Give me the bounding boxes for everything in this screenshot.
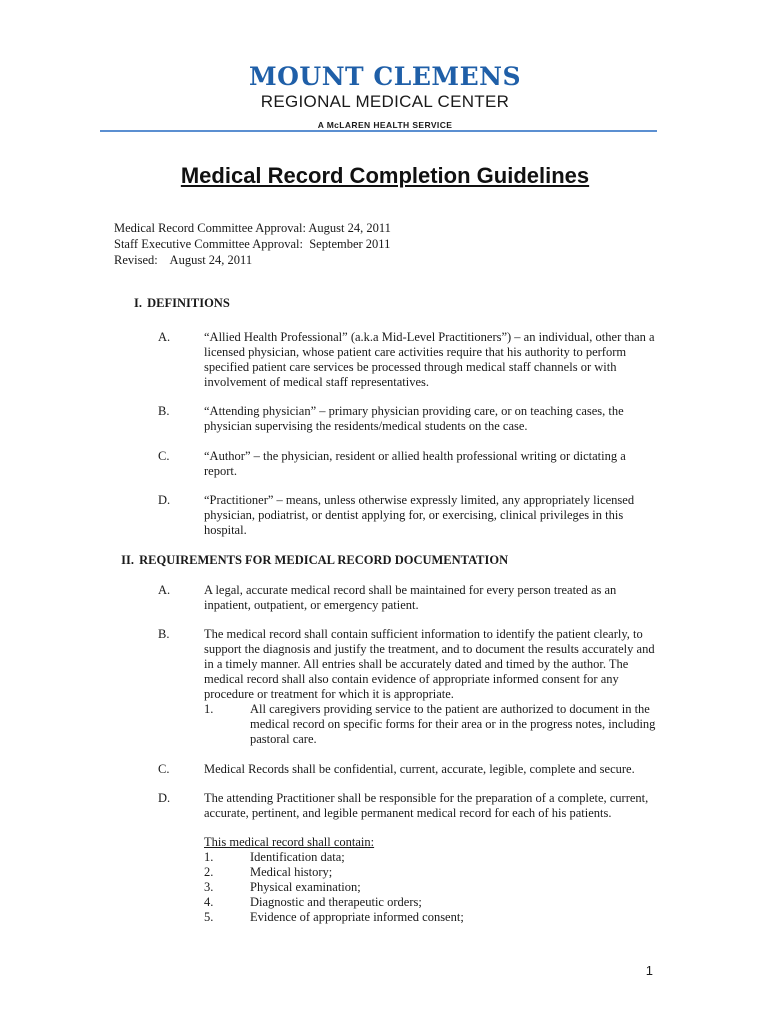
- item-text: “Practitioner” – means, unless otherwise expressly limited, any appropriately licensed physician, podiatrist, or dentist applying for, or exercising, clinical privileges in this hospital.: [204, 493, 635, 537]
- item-label: A.: [158, 330, 171, 344]
- item-text: “Author” – the physician, resident or allied health professional writing or dictating a report.: [204, 449, 626, 478]
- definition-item: [158, 449, 658, 479]
- item-label: A.: [158, 583, 171, 597]
- list-number: 4.: [204, 895, 214, 909]
- sub-item-text: All caregivers providing service to the patient are authorized to document in the medical record on specific forms for their area or in the progress notes, including pastoral care.: [250, 702, 656, 746]
- list-item: [204, 895, 464, 910]
- requirement-item: [158, 583, 658, 613]
- sub-item-number: 1.: [204, 702, 214, 716]
- list-number: 3.: [204, 880, 214, 894]
- requirement-item: [158, 762, 658, 777]
- record-contents-list: [204, 835, 464, 925]
- list-item: [204, 910, 464, 925]
- item-text: The attending Practitioner shall be responsible for the preparation of a complete, current, accurate, pertinent, and legible permanent medical record for each of his patients.: [204, 791, 649, 820]
- list-text: Identification data;: [250, 850, 345, 864]
- item-label: C.: [158, 449, 170, 463]
- page-title: Medical Record Completion Guidelines: [180, 163, 590, 188]
- section-heading-requirements: [112, 553, 508, 568]
- item-label: B.: [158, 627, 170, 641]
- list-number: 1.: [204, 850, 214, 864]
- item-label: C.: [158, 762, 170, 776]
- section-number: I.: [134, 296, 142, 310]
- list-text: Physical examination;: [250, 880, 361, 894]
- definition-item: [158, 493, 658, 538]
- item-label: D.: [158, 791, 171, 805]
- logo-title: MOUNT CLEMENS: [248, 62, 522, 91]
- approval-line-1: Medical Record Committee Approval: August 24, 2011: [114, 221, 391, 235]
- section-number: II.: [121, 553, 134, 567]
- item-text: “Allied Health Professional” (a.k.a Mid-Level Practitioners”) – an individual, other than a licensed physician, whose patient care activities require that his authority to perform specified patient care services be processed through medical staff channels or with involvement of medical staff representatives.: [204, 330, 655, 389]
- item-text: A legal, accurate medical record shall be maintained for every person treated as an inpatient, outpatient, or emergency patient.: [204, 583, 617, 612]
- item-label: B.: [158, 404, 170, 418]
- approval-line-2: Staff Executive Committee Approval: September 2011: [114, 237, 391, 251]
- sub-item: [204, 702, 658, 747]
- logo-tagline: A McLAREN HEALTH SERVICE: [317, 120, 453, 130]
- section-title: DEFINITIONS: [147, 296, 230, 310]
- requirement-item: [158, 627, 658, 747]
- list-heading: This medical record shall contain:: [204, 835, 375, 849]
- item-text: “Attending physician” – primary physician providing care, or on teaching cases, the physician supervising the residents/medical students on the case.: [204, 404, 624, 433]
- list-item: [204, 850, 464, 865]
- logo-rule: [100, 130, 657, 132]
- list-number: 2.: [204, 865, 214, 879]
- approval-line-3: Revised: August 24, 2011: [114, 253, 253, 267]
- list-item: [204, 865, 464, 880]
- item-label: D.: [158, 493, 171, 507]
- list-text: Evidence of appropriate informed consent;: [250, 910, 464, 924]
- section-heading-definitions: [120, 296, 230, 311]
- page-number: 1: [645, 963, 653, 978]
- logo-subtitle: REGIONAL MEDICAL CENTER: [260, 92, 510, 111]
- list-text: Diagnostic and therapeutic orders;: [250, 895, 422, 909]
- section-title: REQUIREMENTS FOR MEDICAL RECORD DOCUMENTATION: [139, 553, 509, 567]
- requirement-item: [158, 791, 658, 821]
- list-text: Medical history;: [250, 865, 333, 879]
- item-text: The medical record shall contain sufficient information to identify the patient clearly, to support the diagnosis and justify the treatment, and to document the results accurately and in a timely manner. All entries shall be accurately dated and timed by the author. The medical record shall also contain evidence of appropriate informed consent for any procedure or treatment for which it is appropriate.: [204, 627, 655, 701]
- item-text: Medical Records shall be confidential, current, accurate, legible, complete and secure.: [204, 762, 635, 776]
- definition-item: [158, 330, 658, 390]
- list-item: [204, 880, 464, 895]
- list-number: 5.: [204, 910, 214, 924]
- definition-item: [158, 404, 658, 434]
